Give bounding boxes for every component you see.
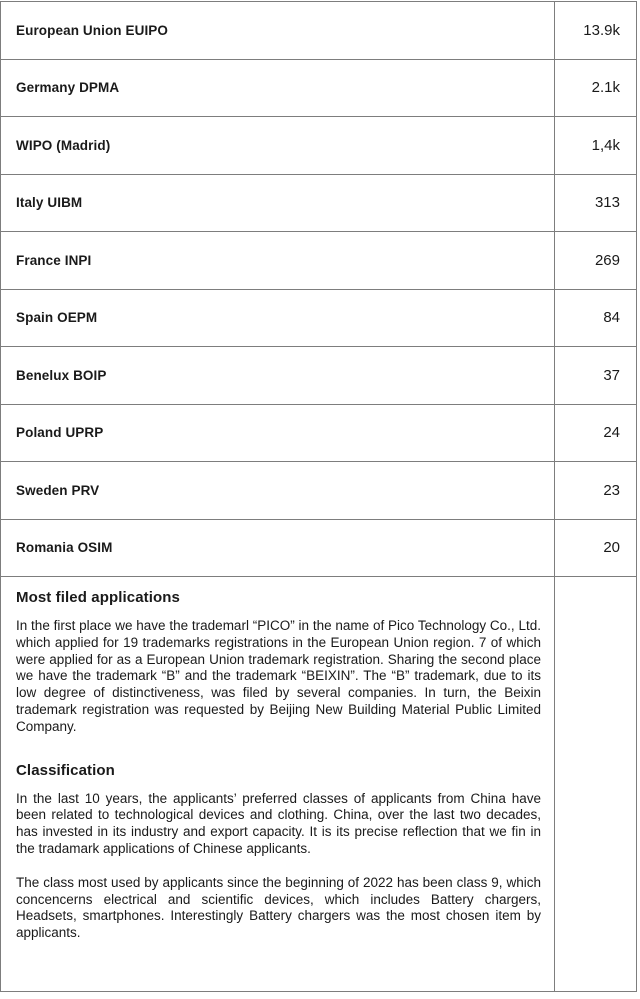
empty-value-cell xyxy=(555,577,636,991)
application-count: 269 xyxy=(594,251,620,269)
application-count: 13.9k xyxy=(583,21,620,39)
table-row xyxy=(1,175,636,233)
application-count: 1,4k xyxy=(591,136,620,154)
office-name: WIPO (Madrid) xyxy=(1,117,555,174)
table-row xyxy=(1,405,636,463)
application-count: 20 xyxy=(603,539,620,557)
classification-heading: Classification xyxy=(16,761,115,779)
table-row xyxy=(1,347,636,405)
application-count: 24 xyxy=(603,424,620,442)
classification-paragraph: The class most used by applicants since the beginning of 2022 has been class 9, which concencerns electrical and scientific devices, which includes Battery chargers, Headsets, smartphones. Interestingly Battery chargers was the most chosen item by applicants. xyxy=(16,874,541,941)
table-row xyxy=(1,60,636,118)
most-filed-paragraph: In the first place we have the trademarl “PICO” in the name of Pico Technology Co., Ltd. which applied for 19 trademarks registrations in the European Union region. 7 of which were applied for as a European Union trademark registration. Sharing the second place we have the trademark “B” and the trademark “BEIXIN”. The “B” trademark, due to its low degree of distinctiveness, was filed by several companies. In turn, the Beixin trademark registration was requested by Beijing New Building Material Public Limited Company. xyxy=(16,618,541,734)
most-filed-heading: Most filed applications xyxy=(16,589,180,606)
table-row xyxy=(1,117,636,175)
office-name: Romania OSIM xyxy=(1,520,555,577)
office-name: France INPI xyxy=(1,232,555,289)
notes-row xyxy=(1,577,636,991)
office-name: Poland UPRP xyxy=(1,405,555,462)
office-name: Spain OEPM xyxy=(1,290,555,347)
office-name: Germany DPMA xyxy=(1,60,555,117)
notes-content xyxy=(1,577,555,991)
table-row xyxy=(1,520,636,578)
table-row xyxy=(1,290,636,348)
application-count: 37 xyxy=(603,366,620,384)
office-name: Sweden PRV xyxy=(1,462,555,519)
application-count: 313 xyxy=(594,194,620,212)
application-count: 2.1k xyxy=(591,79,620,97)
office-name: Italy UIBM xyxy=(1,175,555,232)
classification-paragraph: In the last 10 years, the applicants’ preferred classes of applicants from China have been related to technological devices and clothing. China, over the last two decades, has invested in its industry and export capacity. It is its precise reflection that we fin in the tradamark applications of Chinese applicants. xyxy=(16,790,541,856)
trademark-offices-table xyxy=(0,1,637,992)
table-row xyxy=(1,2,636,60)
table-row xyxy=(1,462,636,520)
application-count: 84 xyxy=(603,309,620,327)
office-name: European Union EUIPO xyxy=(1,2,555,59)
application-count: 23 xyxy=(603,481,620,499)
table-row xyxy=(1,232,636,290)
office-name: Benelux BOIP xyxy=(1,347,555,404)
